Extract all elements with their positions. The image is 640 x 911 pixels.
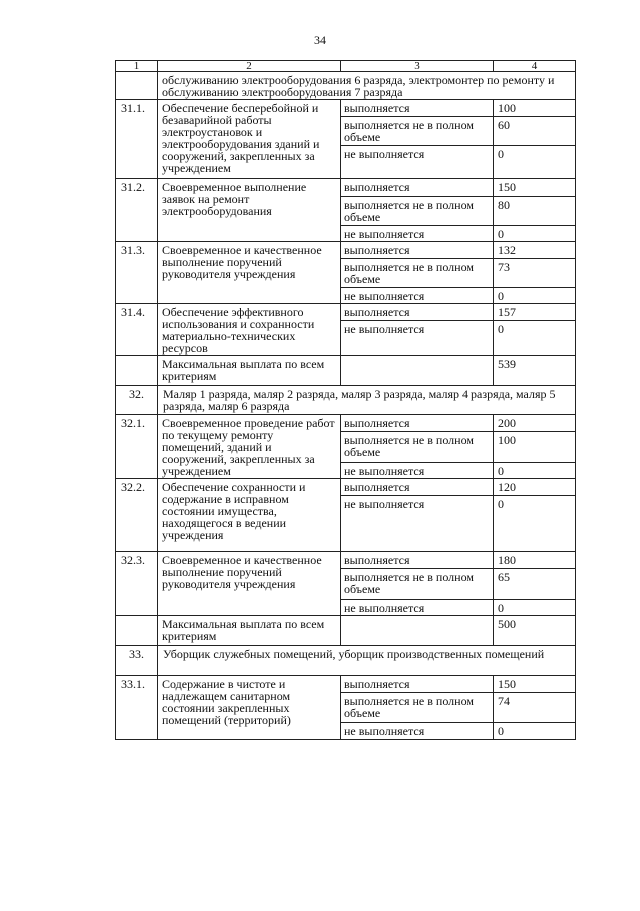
amount-cell: 120 bbox=[494, 479, 576, 496]
amount-cell: 0 bbox=[494, 226, 576, 242]
criteria-table bbox=[115, 60, 576, 740]
table-row bbox=[116, 179, 576, 197]
amount-cell: 0 bbox=[494, 288, 576, 304]
criterion-text: Обеспечение бесперебойной и безаварийной работы электроустановок и электрооборудования зданий и сооружений, закрепленных за учреждением bbox=[158, 100, 341, 179]
row-number: 31.4. bbox=[116, 304, 158, 356]
condition-cell: не выполняется bbox=[341, 146, 494, 179]
section-row bbox=[116, 646, 576, 676]
section-title: Маляр 1 разряда, маляр 2 разряда, маляр 3 разряда, маляр 4 разряда, маляр 5 разряда, маляр 6 разряда bbox=[158, 386, 576, 415]
condition-cell: выполняется bbox=[341, 179, 494, 197]
table-row bbox=[116, 242, 576, 259]
amount-cell: 60 bbox=[494, 117, 576, 146]
amount-cell: 200 bbox=[494, 415, 576, 432]
table-row bbox=[116, 100, 576, 117]
amount-cell: 132 bbox=[494, 242, 576, 259]
condition-cell: выполняется bbox=[341, 676, 494, 693]
condition-cell: не выполняется bbox=[341, 462, 494, 478]
amount-cell: 65 bbox=[494, 569, 576, 600]
condition-cell: выполняется не в полном объеме bbox=[341, 569, 494, 600]
amount-cell: 150 bbox=[494, 179, 576, 197]
row-number: 33.1. bbox=[116, 676, 158, 740]
section-number: 32. bbox=[116, 386, 158, 415]
col-header-2: 2 bbox=[158, 61, 341, 72]
table-row bbox=[116, 415, 576, 432]
table-row bbox=[116, 676, 576, 693]
amount-cell: 80 bbox=[494, 197, 576, 226]
page-number: 34 bbox=[314, 33, 326, 47]
section-title: Уборщик служебных помещений, уборщик производственных помещений bbox=[158, 646, 576, 676]
condition-cell: выполняется bbox=[341, 242, 494, 259]
amount-cell: 157 bbox=[494, 304, 576, 321]
condition-cell: выполняется не в полном объеме bbox=[341, 693, 494, 723]
row-number: 32.1. bbox=[116, 415, 158, 479]
amount-cell: 150 bbox=[494, 676, 576, 693]
amount-cell: 0 bbox=[494, 600, 576, 616]
row-number: 31.1. bbox=[116, 100, 158, 179]
condition-cell: выполняется не в полном объеме bbox=[341, 117, 494, 146]
amount-cell: 74 bbox=[494, 693, 576, 723]
criterion-text: Обеспечение эффективного использования и сохранности материально-технических ресурсов bbox=[158, 304, 341, 356]
amount-cell: 73 bbox=[494, 259, 576, 288]
amount-cell: 0 bbox=[494, 723, 576, 740]
criterion-text: Своевременное и качественное выполнение поручений руководителя учреждения bbox=[158, 242, 341, 304]
condition-cell: выполняется не в полном объеме bbox=[341, 259, 494, 288]
condition-cell: выполняется bbox=[341, 100, 494, 117]
criterion-text: Своевременное выполнение заявок на ремонт электрооборудования bbox=[158, 179, 341, 242]
amount-cell: 0 bbox=[494, 146, 576, 179]
continuation-row bbox=[116, 72, 576, 100]
condition-cell: не выполняется bbox=[341, 288, 494, 304]
criterion-text: Содержание в чистоте и надлежащем санитарном состоянии закрепленных помещений (территорий) bbox=[158, 676, 341, 740]
condition-cell: выполняется не в полном объеме bbox=[341, 197, 494, 226]
condition-cell: выполняется bbox=[341, 415, 494, 432]
row-number: 32.3. bbox=[116, 552, 158, 616]
condition-cell: не выполняется bbox=[341, 723, 494, 740]
row-number: 31.3. bbox=[116, 242, 158, 304]
max-payment-row bbox=[116, 356, 576, 386]
amount-cell: 0 bbox=[494, 496, 576, 552]
table-row bbox=[116, 304, 576, 321]
row-number: 31.2. bbox=[116, 179, 158, 242]
row-number: 32.2. bbox=[116, 479, 158, 552]
condition-cell: выполняется bbox=[341, 552, 494, 569]
max-payment-label: Максимальная выплата по всем критериям bbox=[158, 616, 341, 646]
max-payment-row bbox=[116, 616, 576, 646]
table-row bbox=[116, 552, 576, 569]
amount-cell: 0 bbox=[494, 321, 576, 356]
continuation-text: обслуживанию электрооборудования 6 разряда, электромонтер по ремонту и обслуживанию электрооборудования 7 разряда bbox=[158, 72, 576, 100]
section-row bbox=[116, 386, 576, 415]
section-number: 33. bbox=[116, 646, 158, 676]
header-row bbox=[116, 61, 576, 72]
max-payment-label: Максимальная выплата по всем критериям bbox=[158, 356, 341, 386]
condition-cell: не выполняется bbox=[341, 600, 494, 616]
condition-cell: выполняется bbox=[341, 304, 494, 321]
criterion-text: Своевременное и качественное выполнение поручений руководителя учреждения bbox=[158, 552, 341, 616]
condition-cell: выполняется bbox=[341, 479, 494, 496]
col-header-1: 1 bbox=[116, 61, 158, 72]
condition-cell: не выполняется bbox=[341, 226, 494, 242]
condition-cell: не выполняется bbox=[341, 496, 494, 552]
max-payment-value: 539 bbox=[494, 356, 576, 386]
condition-cell: не выполняется bbox=[341, 321, 494, 356]
condition-cell: выполняется не в полном объеме bbox=[341, 432, 494, 462]
col-header-4: 4 bbox=[494, 61, 576, 72]
col-header-3: 3 bbox=[341, 61, 494, 72]
criterion-text: Своевременное проведение работ по текущему ремонту помещений, зданий и сооружений, закрепленных за учреждением bbox=[158, 415, 341, 479]
table-row bbox=[116, 479, 576, 496]
amount-cell: 0 bbox=[494, 462, 576, 478]
amount-cell: 100 bbox=[494, 100, 576, 117]
max-payment-value: 500 bbox=[494, 616, 576, 646]
amount-cell: 180 bbox=[494, 552, 576, 569]
criterion-text: Обеспечение сохранности и содержание в исправном состоянии имущества, находящегося в ведении учреждения bbox=[158, 479, 341, 552]
amount-cell: 100 bbox=[494, 432, 576, 462]
